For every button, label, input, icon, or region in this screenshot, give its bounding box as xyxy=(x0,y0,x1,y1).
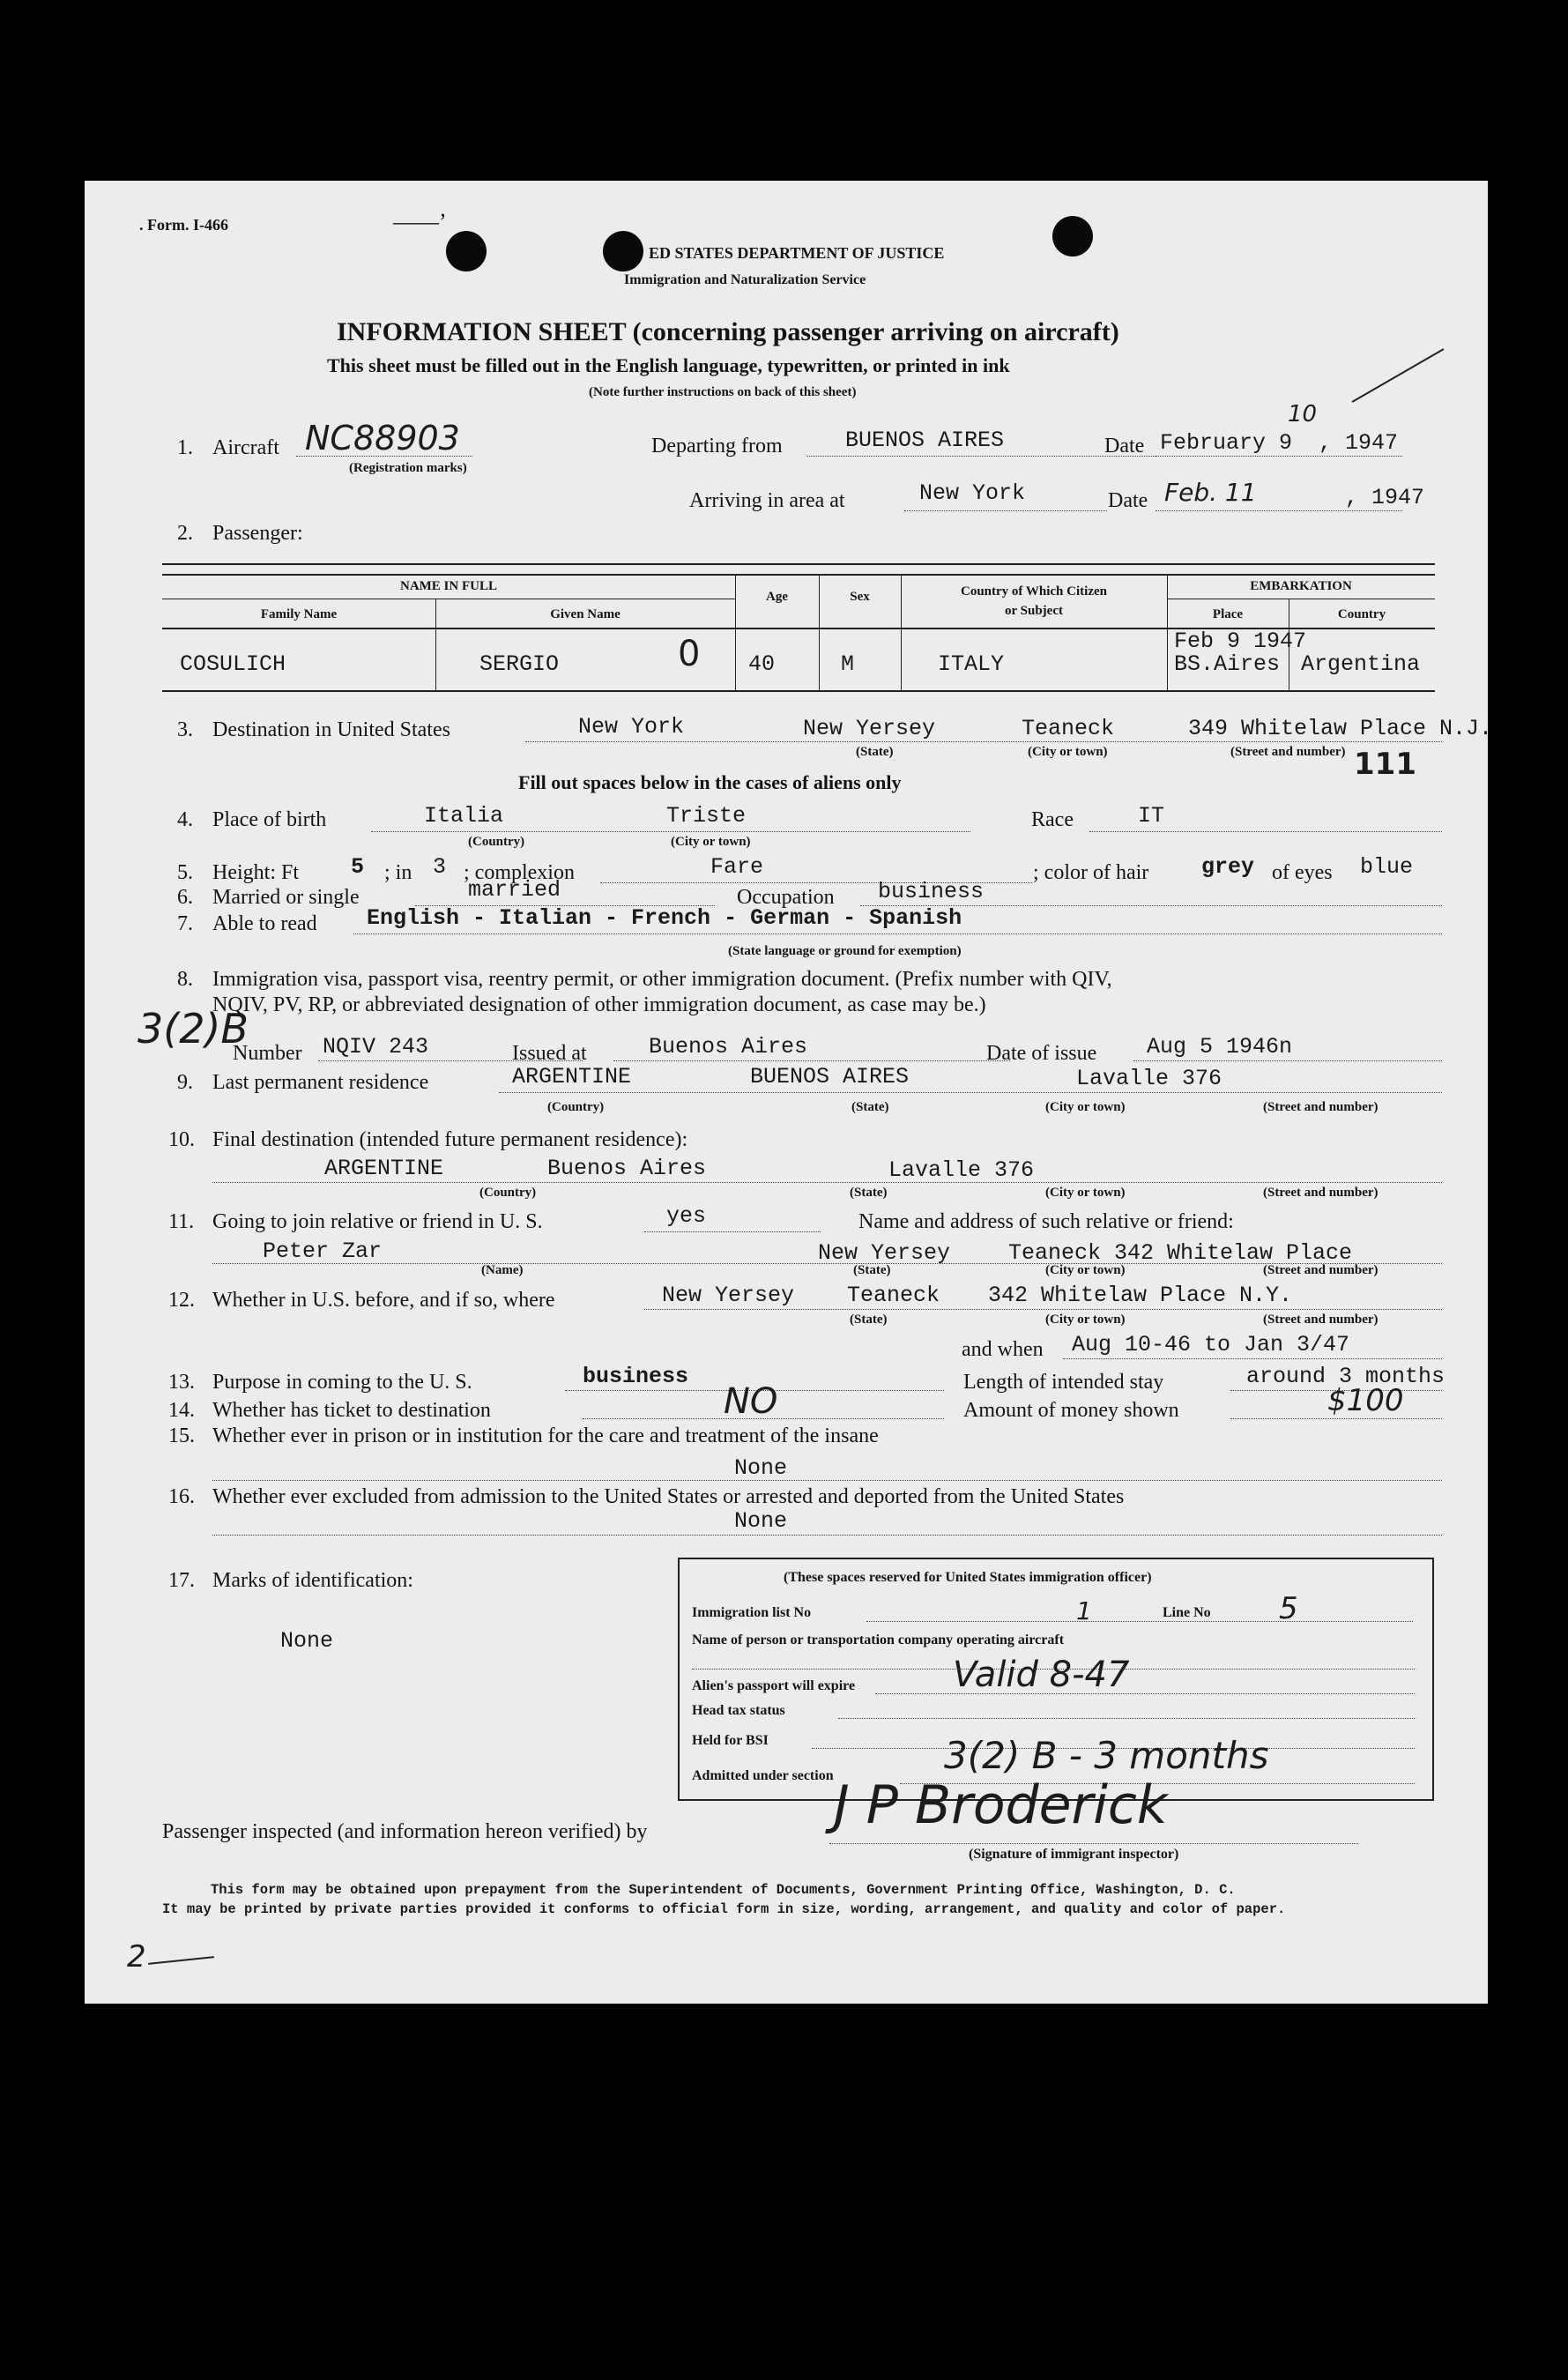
embarkation-country-value: Argentina xyxy=(1301,651,1421,677)
arriving-date: Feb. 11 xyxy=(1164,478,1257,507)
sex-value: M xyxy=(841,651,855,677)
relative-address-value: Teaneck 342 Whitelaw Place xyxy=(1008,1240,1353,1266)
destination-underline xyxy=(525,741,1442,742)
admitted-value: 3(2) B - 3 months xyxy=(944,1734,1269,1777)
form-subtitle: This sheet must be filled out in the English language, typewritten, or printed in ink xyxy=(327,354,1010,376)
family-name-header: Family Name xyxy=(260,607,338,621)
departing-date-underline xyxy=(1156,456,1402,457)
departing-value: BUENOS AIRES xyxy=(845,428,1005,453)
embarkation-place-value: BS.Aires xyxy=(1174,651,1281,677)
item14-number: 14. xyxy=(168,1399,195,1422)
visa-text-line2: NQIV, PV, RP, or abbreviated designation of other immigration document, as case may be.) xyxy=(212,993,986,1016)
aircraft-underline xyxy=(296,456,472,457)
age-header: Age xyxy=(766,590,788,604)
arriving-date-underline xyxy=(1156,510,1402,511)
form-number: . Form. I-466 xyxy=(139,216,228,234)
join-relative-value: yes xyxy=(666,1203,707,1229)
company-label: Name of person or transportation company operating aircraft xyxy=(692,1633,1065,1647)
relative-name-caption: (Name) xyxy=(481,1263,524,1277)
line-number-value: 5 xyxy=(1279,1591,1298,1626)
item10-number: 10. xyxy=(168,1128,195,1151)
item4-number: 4. xyxy=(177,808,193,831)
arriving-value: New York xyxy=(919,480,1026,506)
official-box-heading: (These spaces reserved for United States immigration officer) xyxy=(784,1570,1152,1585)
prison-label: Whether ever in prison or in institution for the care and treatment of the insane xyxy=(212,1424,879,1447)
item1-number: 1. xyxy=(177,436,193,459)
aircraft-value: NC88903 xyxy=(305,419,460,457)
last-residence-state-caption: (State) xyxy=(851,1100,889,1114)
punch-hole-left xyxy=(446,231,487,271)
agency-name: ED STATES DEPARTMENT OF JUSTICE xyxy=(649,244,945,262)
margin-mark: 2 xyxy=(127,1939,146,1975)
visa-number-label: Number xyxy=(233,1042,302,1065)
arriving-date-label: Date xyxy=(1108,489,1148,512)
birth-country-caption: (Country) xyxy=(468,835,525,849)
form-title: INFORMATION SHEET (concerning passenger arriving on aircraft) xyxy=(337,317,1119,346)
passport-underline xyxy=(875,1693,1415,1694)
item2-number: 2. xyxy=(177,522,193,545)
name-in-full-header: NAME IN FULL xyxy=(399,579,497,593)
birth-city: Triste xyxy=(666,803,747,829)
last-residence-underline xyxy=(499,1092,1442,1093)
last-residence-country: ARGENTINE xyxy=(512,1064,632,1090)
country-header: Country xyxy=(1337,607,1386,621)
occupation-label: Occupation xyxy=(737,886,835,909)
form-note: (Note further instructions on back of this sheet) xyxy=(589,385,857,399)
complexion-label: ; complexion xyxy=(464,861,575,884)
passport-expire-value: Valid 8-47 xyxy=(953,1655,1130,1695)
previous-visit-city-caption: (City or town) xyxy=(1045,1313,1126,1327)
issued-at-underline xyxy=(613,1060,1010,1061)
marks-label: Marks of identification: xyxy=(212,1569,413,1592)
margin-mark-stroke xyxy=(148,1956,214,1965)
birth-country: Italia xyxy=(424,803,504,829)
embarkation-date-value: Feb 9 1947 xyxy=(1174,628,1307,654)
destination-label: Destination in United States xyxy=(212,718,450,741)
item6-number: 6. xyxy=(177,886,193,909)
previous-visit-underline xyxy=(644,1309,1442,1310)
item11-number: 11. xyxy=(168,1210,195,1233)
passenger-table xyxy=(162,563,1435,692)
place-header: Place xyxy=(1212,607,1244,621)
last-residence-state: BUENOS AIRES xyxy=(750,1064,910,1090)
item13-number: 13. xyxy=(168,1371,195,1394)
item8-number: 8. xyxy=(177,968,193,991)
previous-visit-street-caption: (Street and number) xyxy=(1263,1313,1379,1327)
issued-at-label: Issued at xyxy=(512,1042,587,1065)
item15-number: 15. xyxy=(168,1424,195,1447)
ticket-value: NO xyxy=(724,1381,778,1422)
purpose-label: Purpose in coming to the U. S. xyxy=(212,1371,472,1394)
relative-street-caption: (Street and number) xyxy=(1263,1263,1379,1277)
age-correction-mark: 0 xyxy=(678,634,701,674)
subject-header: or Subject xyxy=(1005,604,1063,618)
citizen-header: Country of Which Citizen xyxy=(961,584,1107,599)
final-destination-state: Buenos Aires xyxy=(547,1156,707,1181)
citizen-value: ITALY xyxy=(938,651,1005,677)
family-name-value: COSULICH xyxy=(180,651,286,677)
inspection-label: Passenger inspected (and information hereon verified) by xyxy=(162,1820,648,1843)
departing-date: February 9 xyxy=(1160,430,1293,456)
line-number-label: Line No xyxy=(1163,1605,1211,1620)
final-destination-state-caption: (State) xyxy=(850,1186,888,1200)
arriving-label: Arriving in area at xyxy=(689,489,845,512)
previous-visit-street: 342 Whitelaw Place N.Y. xyxy=(988,1283,1293,1308)
birthplace-underline xyxy=(371,831,970,832)
money-label: Amount of money shown xyxy=(963,1399,1179,1422)
excluded-underline xyxy=(212,1535,1442,1536)
departing-date-correction: 10 xyxy=(1288,401,1318,428)
ticket-underline xyxy=(583,1418,944,1419)
height-in-label: ; in xyxy=(384,861,412,884)
footer-line2: It may be printed by private parties provided it conforms to official form in size, wording, arrangement, and quality and color of paper. xyxy=(162,1901,1286,1917)
item5-number: 5. xyxy=(177,861,193,884)
arriving-year: , 1947 xyxy=(1345,485,1425,510)
departing-date-label: Date xyxy=(1104,435,1145,457)
given-name-value: SERGIO xyxy=(479,651,560,677)
pen-stroke-date xyxy=(1352,348,1445,403)
official-use-box xyxy=(678,1558,1434,1801)
final-destination-country-caption: (Country) xyxy=(479,1186,537,1200)
destination-state-caption: (State) xyxy=(856,745,894,759)
pen-mark-top: ——ʼ xyxy=(393,209,447,234)
footer-line1: This form may be obtained upon prepayment from the Superintendent of Documents, Government Printing Office, Washington, D. C. xyxy=(211,1882,1236,1898)
occupation-value: business xyxy=(878,879,985,904)
destination-street-mark: 111 xyxy=(1354,747,1416,782)
married-value: married xyxy=(468,877,561,903)
form-sheet xyxy=(85,181,1493,2004)
hair-label: ; color of hair xyxy=(1033,861,1149,884)
relative-state-value: New Yersey xyxy=(818,1240,951,1266)
embarkation-header: EMBARKATION xyxy=(1250,579,1352,593)
money-underline xyxy=(1230,1418,1442,1419)
destination-town: Teaneck xyxy=(1022,716,1115,741)
inspector-signature: J P Broderick xyxy=(834,1774,1168,1836)
visa-number-value: NQIV 243 xyxy=(323,1034,429,1060)
final-destination-underline xyxy=(212,1182,1442,1183)
signature-underline xyxy=(829,1843,1358,1844)
punch-hole-center xyxy=(603,231,643,271)
item12-number: 12. xyxy=(168,1289,195,1312)
destination-state: New Yersey xyxy=(803,716,936,741)
last-residence-country-caption: (Country) xyxy=(547,1100,605,1114)
relative-city-caption: (City or town) xyxy=(1045,1263,1126,1277)
race-value: IT xyxy=(1138,803,1165,829)
height-in-value: 3 xyxy=(433,854,447,880)
height-ft-value: 5 xyxy=(351,854,365,880)
stay-label: Length of intended stay xyxy=(963,1371,1164,1394)
birthplace-label: Place of birth xyxy=(212,808,327,831)
complexion-value: Fare xyxy=(710,854,764,880)
item9-number: 9. xyxy=(177,1071,193,1094)
immigration-list-label: Immigration list No xyxy=(692,1605,812,1620)
previous-visit-town: Teaneck xyxy=(847,1283,940,1308)
previous-visit-state: New Yersey xyxy=(662,1283,795,1308)
bsi-label: Held for BSI xyxy=(692,1733,769,1748)
issue-date-value: Aug 5 1946n xyxy=(1147,1034,1293,1060)
previous-visit-state-caption: (State) xyxy=(850,1313,888,1327)
sex-header: Sex xyxy=(850,590,870,604)
passport-expire-label: Alien's passport will expire xyxy=(692,1678,856,1693)
age-value: 40 xyxy=(748,651,776,677)
destination-street-caption: (Street and number) xyxy=(1230,745,1346,759)
item16-number: 16. xyxy=(168,1485,195,1508)
height-ft-label: Height: Ft xyxy=(212,861,300,884)
item7-number: 7. xyxy=(177,912,193,935)
previous-visit-when-value: Aug 10-46 to Jan 3/47 xyxy=(1072,1332,1350,1357)
previous-visit-label: Whether in U.S. before, and if so, where xyxy=(212,1289,555,1312)
signature-caption: (Signature of immigrant inspector) xyxy=(969,1847,1179,1862)
last-residence-street: Lavalle 376 xyxy=(1076,1066,1222,1091)
relative-state-caption: (State) xyxy=(853,1263,891,1277)
eyes-value: blue xyxy=(1360,854,1414,880)
issue-date-underline xyxy=(1133,1060,1442,1061)
prison-underline xyxy=(212,1480,1442,1481)
final-destination-label: Final destination (intended future permanent residence): xyxy=(212,1128,688,1151)
birth-city-caption: (City or town) xyxy=(671,835,751,849)
read-caption: (State language or ground for exemption) xyxy=(728,944,962,958)
arriving-underline xyxy=(904,510,1107,511)
item3-number: 3. xyxy=(177,718,193,741)
final-destination-city-caption: (City or town) xyxy=(1045,1186,1126,1200)
list-underline xyxy=(866,1621,1413,1622)
immigration-list-value: 1 xyxy=(1076,1596,1092,1625)
aircraft-caption: (Registration marks) xyxy=(349,461,467,475)
excluded-label: Whether ever excluded from admission to the United States or arrested and deported from the United States xyxy=(212,1485,1125,1508)
final-destination-country: ARGENTINE xyxy=(324,1156,444,1181)
hair-value: grey xyxy=(1201,854,1255,880)
admitted-label: Admitted under section xyxy=(692,1768,834,1783)
read-value: English - Italian - French - German - Spanish xyxy=(367,905,962,931)
ticket-label: Whether has ticket to destination xyxy=(212,1399,491,1422)
join-relative-label: Going to join relative or friend in U. S. xyxy=(212,1210,543,1233)
excluded-value: None xyxy=(734,1508,788,1534)
eyes-label: of eyes xyxy=(1272,861,1333,884)
passenger-label: Passenger: xyxy=(212,522,303,545)
item17-number: 17. xyxy=(168,1569,195,1592)
service-name: Immigration and Naturalization Service xyxy=(624,272,866,287)
last-residence-street-caption: (Street and number) xyxy=(1263,1100,1379,1114)
aircraft-label: Aircraft xyxy=(212,436,279,459)
departing-year: , 1947 xyxy=(1319,430,1399,456)
departing-label: Departing from xyxy=(651,435,783,457)
marks-value: None xyxy=(280,1628,334,1654)
stay-value: around 3 months xyxy=(1246,1364,1445,1389)
head-tax-label: Head tax status xyxy=(692,1703,785,1718)
last-residence-city-caption: (City or town) xyxy=(1045,1100,1126,1114)
final-destination-street-caption: (Street and number) xyxy=(1263,1186,1379,1200)
race-label: Race xyxy=(1031,808,1074,831)
final-destination-street: Lavalle 376 xyxy=(888,1157,1035,1183)
visa-margin-note: 3(2)B xyxy=(137,1005,249,1052)
given-name-header: Given Name xyxy=(550,607,621,621)
destination-city-caption: (City or town) xyxy=(1028,745,1108,759)
money-value: $100 xyxy=(1327,1383,1404,1418)
issued-at-value: Buenos Aires xyxy=(649,1034,808,1060)
visa-text-line1: Immigration visa, passport visa, reentry permit, or other immigration document. (Prefix number with QIV, xyxy=(212,968,1112,991)
destination-city: New York xyxy=(578,714,685,740)
relative-name-value: Peter Zar xyxy=(263,1238,383,1264)
aliens-heading: Fill out spaces below in the cases of aliens only xyxy=(518,771,902,793)
relative-underline xyxy=(212,1263,1442,1264)
punch-hole-right xyxy=(1052,216,1093,257)
read-label: Able to read xyxy=(212,912,317,935)
head-tax-underline xyxy=(838,1718,1415,1719)
prison-value: None xyxy=(734,1455,788,1481)
last-residence-label: Last permanent residence xyxy=(212,1071,429,1094)
join-relative-underline xyxy=(644,1231,821,1232)
relative-name-label: Name and address of such relative or friend: xyxy=(858,1210,1234,1233)
destination-street: 349 Whitelaw Place N.J. xyxy=(1188,716,1493,741)
previous-visit-when-underline xyxy=(1063,1358,1442,1359)
previous-visit-when-label: and when xyxy=(962,1338,1044,1361)
read-underline xyxy=(353,933,1442,934)
race-underline xyxy=(1089,831,1442,832)
issue-date-label: Date of issue xyxy=(986,1042,1097,1065)
married-label: Married or single xyxy=(212,886,360,909)
purpose-value: business xyxy=(583,1364,689,1389)
